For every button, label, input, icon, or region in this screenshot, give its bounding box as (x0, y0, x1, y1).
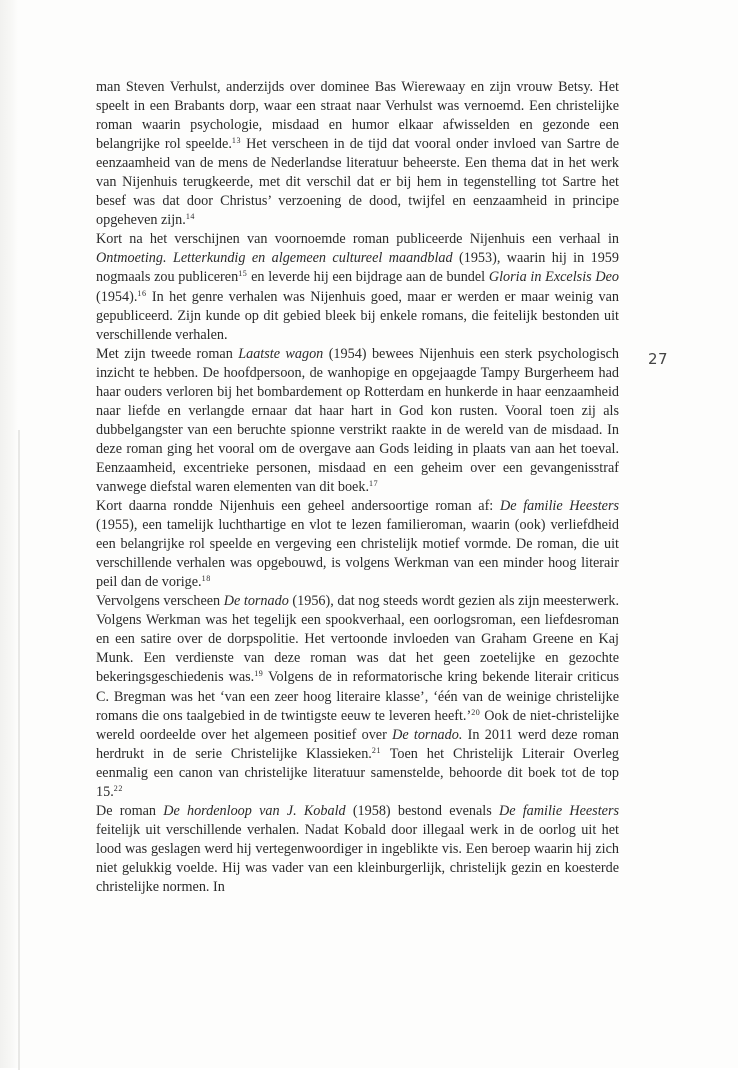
gutter-line (18, 430, 20, 1070)
text-run: (1955), een tamelijk luchthartige en vlot te lezen familieroman, waarin (ook) verliefdheid een belangrijke rol speelde en vergeving een christelijk motief vormde. De roman, die uit verschillende verhalen was opgebouwd, is volgens Werkman van een minder hoog literair peil dan de vorige. (96, 517, 619, 591)
text-run: Kort daarna rondde Nijenhuis een geheel andersoortige roman af: (96, 498, 500, 515)
paragraph-3 (96, 345, 619, 497)
text-run: (1954). (96, 288, 138, 305)
text-run: Vervolgens verscheen (96, 593, 224, 610)
footnote-ref: 19 (254, 669, 264, 679)
italic-title: De tornado (223, 593, 289, 610)
italic-title: De familie Heesters (499, 498, 619, 515)
italic-title: Gloria in Excelsis Deo (488, 269, 620, 286)
text-run: De roman (96, 802, 164, 819)
footnote-ref: 22 (113, 783, 123, 793)
text-run: Volgens de in reformatorische kring bekende literair criticus C. Bregman was het ‘van een zeer hoog literaire klasse’, ‘één van de weinige christelijke romans die ons taalgebied in de twintigste eeuw te leveren heeft.’ (96, 669, 619, 724)
text-run: In 2011 werd deze roman herdrukt in de serie Christelijke Klassieken. (96, 726, 619, 762)
footnote-ref: 21 (371, 745, 382, 755)
text-run: Het verscheen in de tijd dat vooral onder invloed van Sartre de eenzaamheid van de mens de Nederlandse literatuur beheerste. Een thema dat in het werk van Nijenhuis terugkeerde, met dit verschil dat er bij hem in tegenstelling tot Sartre het besef was dat door Christus’ verzoening de dood, twijfel en eenzaamheid in principe opgeheven zijn. (96, 136, 620, 229)
footnote-ref: 20 (471, 707, 481, 717)
paragraph-6 (96, 802, 619, 897)
text-run: feitelijk uit verschillende verhalen. Nadat Kobald door illegaal werk in de oorlog uit het lood was geslagen werd hij vertegenwoordiger in ingeblikte vis. Een beroep waarin hij zich niet gelukkig voelde. Hij was vader van een kleinburgerlijk, christelijk gezin en koesterde christelijke normen. In (96, 821, 619, 895)
text-run: man Steven Verhulst, anderzijds over dominee Bas Wierewaay en zijn vrouw Betsy. Het speelt in een Brabants dorp, waar een straat naar Verhulst was vernoemd. Een christelijke roman waarin psychologie, misdaad en humor elkaar afwisselden en gezonde een belangrijke rol speelde. (96, 79, 619, 153)
italic-title: Laatste wagon (238, 345, 324, 362)
text-run: Ook de niet-christelijke wereld oordeelde over het algemeen positief over (96, 707, 619, 743)
text-run: Kort na het verschijnen van voornoemde roman publiceerde Nijenhuis een verhaal in (96, 231, 619, 248)
footnote-ref: 16 (137, 288, 147, 298)
body-text (96, 78, 619, 897)
text-run: (1953), waarin hij in 1959 nogmaals zou publiceren (96, 250, 619, 286)
paragraph-5 (96, 592, 619, 802)
text-run: Toen het Christelijk Literair Overleg eenmalig een canon van christelijke literatuur samenstelde, behoorde dit boek tot de top 15. (96, 745, 619, 800)
paragraph-4 (96, 497, 619, 592)
text-run: In het genre verhalen was Nijenhuis goed, maar er werden er maar weinig van gepubliceerd. Zijn kunde op dit gebied bleek bij enkele romans, die feitelijk bestonden uit verschillende verhalen. (96, 288, 619, 343)
italic-title: De familie Heesters (498, 802, 619, 819)
footnote-ref: 17 (369, 478, 379, 488)
text-run: Met zijn tweede roman (96, 345, 239, 362)
footnote-ref: 18 (201, 574, 211, 584)
text-run: (1958) bestond evenals (345, 802, 499, 819)
italic-title: Ontmoeting. Letterkundig en algemeen cultureel maandblad (96, 250, 453, 267)
footnote-ref: 14 (185, 212, 196, 222)
page-number: 27 (648, 350, 669, 368)
paragraph-2 (96, 230, 619, 344)
italic-title: De hordenloop van J. Kobald (163, 802, 346, 819)
italic-title: De tornado. (392, 726, 463, 743)
scan-edge-shadow (0, 0, 18, 1068)
footnote-ref: 13 (231, 136, 242, 146)
text-run: en leverde hij een bijdrage aan de bundel (247, 269, 489, 286)
text-run: (1956), dat nog steeds wordt gezien als zijn meesterwerk. Volgens Werkman was het tegelijk een spookverhaal, een oorlogsroman, een liefdesroman en een satire over de dorpspolitie. Het vertoonde invloeden van Graham Greene en Kaj Munk. Een verdienste van deze roman was dat het geen zoetelijke en gezochte bekeringsgeschiedenis was. (96, 593, 619, 686)
paragraph-1 (96, 78, 619, 230)
footnote-ref: 15 (238, 269, 248, 279)
text-run: (1954) bewees Nijenhuis een sterk psychologisch inzicht te hebben. De hoofdpersoon, de wanhopige en opgejaagde Tampy Burgerheem had haar ouders verloren bij het bombardement op Rotterdam en hunkerde in haar eenzaamheid naar liefde en verlangde ernaar dat haar hart in God kon rusten. Vooral toen zij als dubbelgangster van een beruchte spionne verstrikt raakte in de wereld van de misdaad. In deze roman ging het vooral om de overgave aan Gods leiding in plaats van aan het toeval. Eenzaamheid, excentrieke personen, misdaad en een geheim over een gevangenisstraf vanwege diefstal waren elementen van dit boek. (96, 345, 619, 495)
